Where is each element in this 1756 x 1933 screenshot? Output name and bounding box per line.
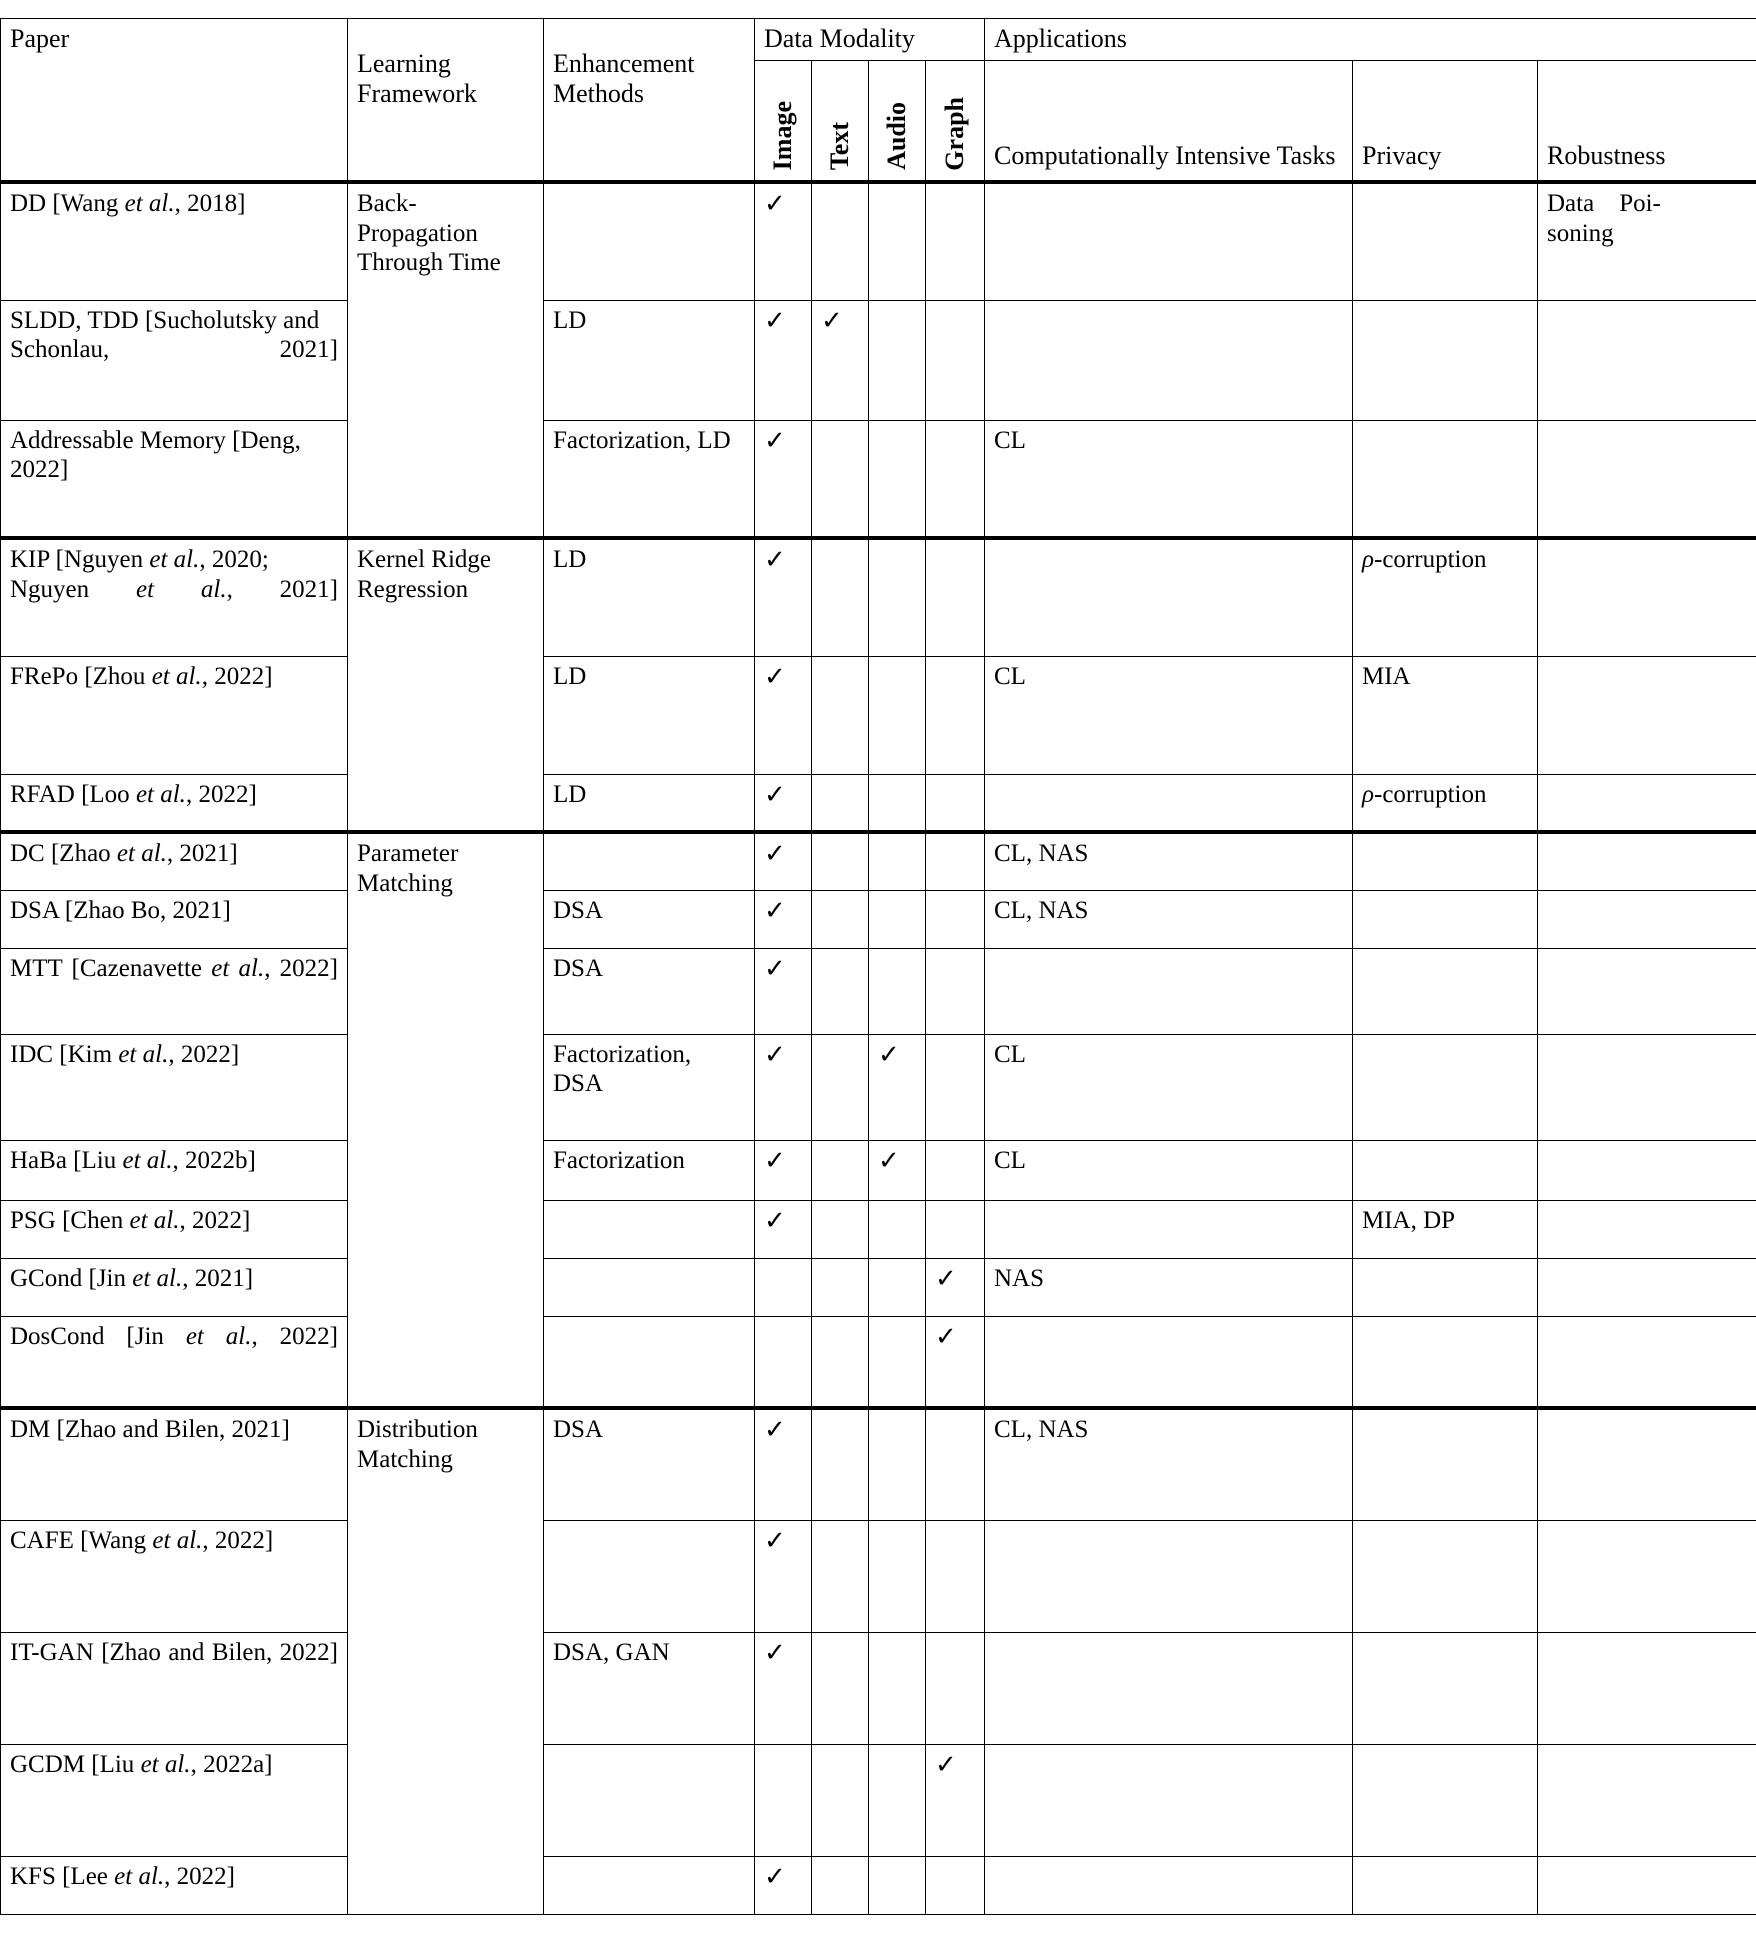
cell-modality-graph: ✓ — [926, 1258, 985, 1316]
cell-paper: KIP [Nguyen et al., 2020; Nguyen et al., 2021] — [1, 538, 348, 656]
cell-modality-audio — [869, 656, 926, 774]
cell-privacy — [1353, 1632, 1538, 1744]
table-row — [1, 890, 1756, 948]
cell-privacy — [1353, 1856, 1538, 1914]
cell-privacy — [1353, 890, 1538, 948]
cell-modality-image: ✓ — [755, 1520, 812, 1632]
cell-enhancement-methods: LD — [544, 300, 755, 420]
cell-computationally-intensive-tasks — [985, 1200, 1353, 1258]
cell-modality-image: ✓ — [755, 832, 812, 890]
table-row — [1, 774, 1756, 832]
cell-modality-audio: ✓ — [869, 1034, 926, 1140]
cell-computationally-intensive-tasks: CL — [985, 656, 1353, 774]
cell-paper: DM [Zhao and Bilen, 2021] — [1, 1408, 348, 1520]
header-enhancement-methods: Enhancement Methods — [544, 19, 755, 183]
cell-modality-image — [755, 1744, 812, 1856]
cell-robustness — [1538, 300, 1756, 420]
cell-modality-image: ✓ — [755, 538, 812, 656]
cell-modality-audio — [869, 1200, 926, 1258]
table-row — [1, 1408, 1756, 1520]
cell-robustness — [1538, 1258, 1756, 1316]
cell-privacy — [1353, 182, 1538, 300]
cell-privacy — [1353, 420, 1538, 538]
header-audio-label: Audio — [884, 102, 910, 170]
top-rule — [1, 0, 1756, 19]
cell-modality-graph — [926, 1856, 985, 1914]
cell-robustness — [1538, 948, 1756, 1034]
cell-modality-image: ✓ — [755, 420, 812, 538]
header-learning-framework: Learning Framework — [348, 19, 544, 183]
table-row — [1, 1140, 1756, 1200]
cell-modality-graph — [926, 1632, 985, 1744]
cell-enhancement-methods: Factorization, DSA — [544, 1034, 755, 1140]
cell-robustness — [1538, 1520, 1756, 1632]
cell-enhancement-methods — [544, 182, 755, 300]
header-text-label: Text — [827, 122, 853, 170]
cell-robustness — [1538, 774, 1756, 832]
cell-privacy — [1353, 1520, 1538, 1632]
cell-robustness — [1538, 538, 1756, 656]
cell-robustness — [1538, 1140, 1756, 1200]
cell-modality-text — [812, 1520, 869, 1632]
cell-robustness — [1538, 1200, 1756, 1258]
cell-modality-graph: ✓ — [926, 1316, 985, 1408]
cell-modality-graph — [926, 832, 985, 890]
cell-modality-audio — [869, 1520, 926, 1632]
cell-modality-text — [812, 420, 869, 538]
cell-modality-image: ✓ — [755, 1140, 812, 1200]
cell-modality-image: ✓ — [755, 656, 812, 774]
cell-privacy — [1353, 1258, 1538, 1316]
cell-modality-graph — [926, 1200, 985, 1258]
cell-privacy — [1353, 832, 1538, 890]
header-paper: Paper — [1, 19, 348, 183]
cell-modality-text — [812, 1140, 869, 1200]
cell-enhancement-methods: DSA — [544, 948, 755, 1034]
cell-enhancement-methods — [544, 1744, 755, 1856]
cell-computationally-intensive-tasks: NAS — [985, 1258, 1353, 1316]
cell-privacy — [1353, 1744, 1538, 1856]
cell-modality-graph — [926, 1140, 985, 1200]
table-row — [1, 420, 1756, 538]
cell-paper: PSG [Chen et al., 2022] — [1, 1200, 348, 1258]
header-group-row — [1, 19, 1756, 61]
cell-robustness — [1538, 1316, 1756, 1408]
cell-modality-text — [812, 774, 869, 832]
cell-computationally-intensive-tasks — [985, 1632, 1353, 1744]
cell-learning-framework: Kernel Ridge Regression — [348, 538, 544, 832]
cell-privacy — [1353, 948, 1538, 1034]
cell-paper: Addressable Memory [Deng, 2022] — [1, 420, 348, 538]
cell-modality-text — [812, 948, 869, 1034]
table-row — [1, 1200, 1756, 1258]
cell-paper: MTT [Cazenavette et al., 2022] — [1, 948, 348, 1034]
cell-computationally-intensive-tasks — [985, 1856, 1353, 1914]
cell-learning-framework: Back-Propagation Through Time — [348, 182, 544, 538]
cell-privacy — [1353, 1316, 1538, 1408]
table-row — [1, 182, 1756, 300]
cell-privacy: MIA — [1353, 656, 1538, 774]
cell-modality-audio — [869, 890, 926, 948]
header-robustness: Robustness — [1538, 61, 1756, 183]
cell-modality-audio — [869, 1744, 926, 1856]
cell-enhancement-methods: Factorization — [544, 1140, 755, 1200]
cell-enhancement-methods — [544, 1316, 755, 1408]
cell-modality-image: ✓ — [755, 300, 812, 420]
table-row — [1, 1034, 1756, 1140]
cell-modality-text — [812, 1856, 869, 1914]
table-row — [1, 1258, 1756, 1316]
table-row — [1, 1632, 1756, 1744]
cell-enhancement-methods — [544, 1200, 755, 1258]
header-image — [755, 61, 812, 183]
cell-robustness — [1538, 1744, 1756, 1856]
cell-robustness — [1538, 890, 1756, 948]
cell-modality-audio — [869, 774, 926, 832]
cell-modality-audio — [869, 420, 926, 538]
cell-computationally-intensive-tasks: CL, NAS — [985, 1408, 1353, 1520]
cell-paper: CAFE [Wang et al., 2022] — [1, 1520, 348, 1632]
cell-privacy: ρ-corruption — [1353, 774, 1538, 832]
table-row — [1, 1856, 1756, 1914]
cell-privacy — [1353, 1408, 1538, 1520]
cell-modality-text — [812, 1034, 869, 1140]
cell-modality-audio — [869, 538, 926, 656]
header-graph-label: Graph — [942, 97, 968, 171]
cell-modality-audio — [869, 1856, 926, 1914]
cell-modality-text — [812, 1200, 869, 1258]
cell-modality-graph — [926, 420, 985, 538]
cell-privacy — [1353, 1034, 1538, 1140]
cell-learning-framework: Distribution Matching — [348, 1408, 544, 1914]
cell-modality-audio — [869, 1408, 926, 1520]
cell-paper: GCDM [Liu et al., 2022a] — [1, 1744, 348, 1856]
header-audio — [869, 61, 926, 183]
cell-enhancement-methods: Factorization, LD — [544, 420, 755, 538]
cell-computationally-intensive-tasks — [985, 538, 1353, 656]
cell-robustness — [1538, 420, 1756, 538]
cell-modality-graph — [926, 538, 985, 656]
table-row — [1, 832, 1756, 890]
table-row — [1, 948, 1756, 1034]
cell-modality-text — [812, 1408, 869, 1520]
cell-modality-text — [812, 890, 869, 948]
cell-enhancement-methods — [544, 1520, 755, 1632]
cell-modality-graph: ✓ — [926, 1744, 985, 1856]
cell-modality-text — [812, 538, 869, 656]
cell-modality-graph — [926, 1408, 985, 1520]
cell-modality-image: ✓ — [755, 890, 812, 948]
cell-robustness — [1538, 1856, 1756, 1914]
cell-paper: IT-GAN [Zhao and Bilen, 2022] — [1, 1632, 348, 1744]
cell-paper: RFAD [Loo et al., 2022] — [1, 774, 348, 832]
cell-computationally-intensive-tasks — [985, 774, 1353, 832]
cell-modality-image — [755, 1258, 812, 1316]
header-text — [812, 61, 869, 183]
header-group-applications: Applications — [985, 19, 1756, 61]
cell-modality-text: ✓ — [812, 300, 869, 420]
cell-robustness: Data Poi- soning — [1538, 182, 1756, 300]
cell-modality-audio — [869, 182, 926, 300]
cell-enhancement-methods: LD — [544, 656, 755, 774]
cell-robustness — [1538, 1034, 1756, 1140]
cell-modality-graph — [926, 300, 985, 420]
header-group-data-modality: Data Modality — [755, 19, 985, 61]
cell-computationally-intensive-tasks: CL, NAS — [985, 890, 1353, 948]
cell-computationally-intensive-tasks — [985, 300, 1353, 420]
cell-enhancement-methods: DSA — [544, 890, 755, 948]
cell-modality-image: ✓ — [755, 1856, 812, 1914]
cell-modality-graph — [926, 948, 985, 1034]
cell-modality-image: ✓ — [755, 948, 812, 1034]
cell-computationally-intensive-tasks: CL, NAS — [985, 832, 1353, 890]
cell-enhancement-methods — [544, 1258, 755, 1316]
cell-modality-audio — [869, 832, 926, 890]
cell-privacy — [1353, 1140, 1538, 1200]
cell-paper: DD [Wang et al., 2018] — [1, 182, 348, 300]
cell-modality-audio — [869, 948, 926, 1034]
cell-modality-audio — [869, 300, 926, 420]
cell-robustness — [1538, 656, 1756, 774]
cell-enhancement-methods: DSA — [544, 1408, 755, 1520]
cell-paper: SLDD, TDD [Sucholutsky and Schonlau, 2021] — [1, 300, 348, 420]
cell-paper: IDC [Kim et al., 2022] — [1, 1034, 348, 1140]
cell-paper: HaBa [Liu et al., 2022b] — [1, 1140, 348, 1200]
table-row — [1, 300, 1756, 420]
cell-learning-framework: Parameter Matching — [348, 832, 544, 1408]
cell-robustness — [1538, 1408, 1756, 1520]
cell-modality-graph — [926, 1034, 985, 1140]
cell-modality-text — [812, 182, 869, 300]
cell-modality-text — [812, 1258, 869, 1316]
table-row — [1, 1520, 1756, 1632]
cell-modality-graph — [926, 182, 985, 300]
header-privacy: Privacy — [1353, 61, 1538, 183]
cell-modality-graph — [926, 656, 985, 774]
cell-modality-image: ✓ — [755, 182, 812, 300]
header-image-label: Image — [770, 101, 796, 170]
cell-modality-audio — [869, 1258, 926, 1316]
cell-paper: FRePo [Zhou et al., 2022] — [1, 656, 348, 774]
cell-enhancement-methods: LD — [544, 774, 755, 832]
cell-privacy: MIA, DP — [1353, 1200, 1538, 1258]
cell-modality-text — [812, 656, 869, 774]
cell-modality-image: ✓ — [755, 1408, 812, 1520]
cell-modality-image: ✓ — [755, 1632, 812, 1744]
cell-modality-image: ✓ — [755, 1034, 812, 1140]
table-row — [1, 538, 1756, 656]
cell-privacy: ρ-corruption — [1353, 538, 1538, 656]
header-computationally-intensive-tasks: Computationally Intensive Tasks — [985, 61, 1353, 183]
cell-computationally-intensive-tasks — [985, 1744, 1353, 1856]
cell-privacy — [1353, 300, 1538, 420]
cell-modality-image: ✓ — [755, 774, 812, 832]
cell-modality-text — [812, 1316, 869, 1408]
bottom-rule — [1, 1914, 1756, 1933]
table-row — [1, 1316, 1756, 1408]
table-row — [1, 656, 1756, 774]
cell-computationally-intensive-tasks — [985, 948, 1353, 1034]
cell-modality-audio — [869, 1316, 926, 1408]
cell-modality-graph — [926, 1520, 985, 1632]
cell-enhancement-methods — [544, 832, 755, 890]
cell-robustness — [1538, 1632, 1756, 1744]
cell-computationally-intensive-tasks: CL — [985, 1034, 1353, 1140]
cell-computationally-intensive-tasks — [985, 1316, 1353, 1408]
cell-modality-audio: ✓ — [869, 1140, 926, 1200]
cell-modality-graph — [926, 774, 985, 832]
cell-modality-text — [812, 1744, 869, 1856]
cell-modality-image: ✓ — [755, 1200, 812, 1258]
cell-modality-audio — [869, 1632, 926, 1744]
table-row — [1, 1744, 1756, 1856]
cell-modality-text — [812, 832, 869, 890]
cell-computationally-intensive-tasks: CL — [985, 420, 1353, 538]
cell-enhancement-methods: LD — [544, 538, 755, 656]
cell-paper: KFS [Lee et al., 2022] — [1, 1856, 348, 1914]
cell-paper: DC [Zhao et al., 2021] — [1, 832, 348, 890]
cell-modality-graph — [926, 890, 985, 948]
cell-modality-text — [812, 1632, 869, 1744]
cell-paper: DSA [Zhao Bo, 2021] — [1, 890, 348, 948]
cell-enhancement-methods: DSA, GAN — [544, 1632, 755, 1744]
cell-computationally-intensive-tasks: CL — [985, 1140, 1353, 1200]
cell-robustness — [1538, 832, 1756, 890]
cell-paper: DosCond [Jin et al., 2022] — [1, 1316, 348, 1408]
cell-computationally-intensive-tasks — [985, 1520, 1353, 1632]
cell-paper: GCond [Jin et al., 2021] — [1, 1258, 348, 1316]
cell-modality-image — [755, 1316, 812, 1408]
cell-computationally-intensive-tasks — [985, 182, 1353, 300]
header-graph — [926, 61, 985, 183]
cell-enhancement-methods — [544, 1856, 755, 1914]
